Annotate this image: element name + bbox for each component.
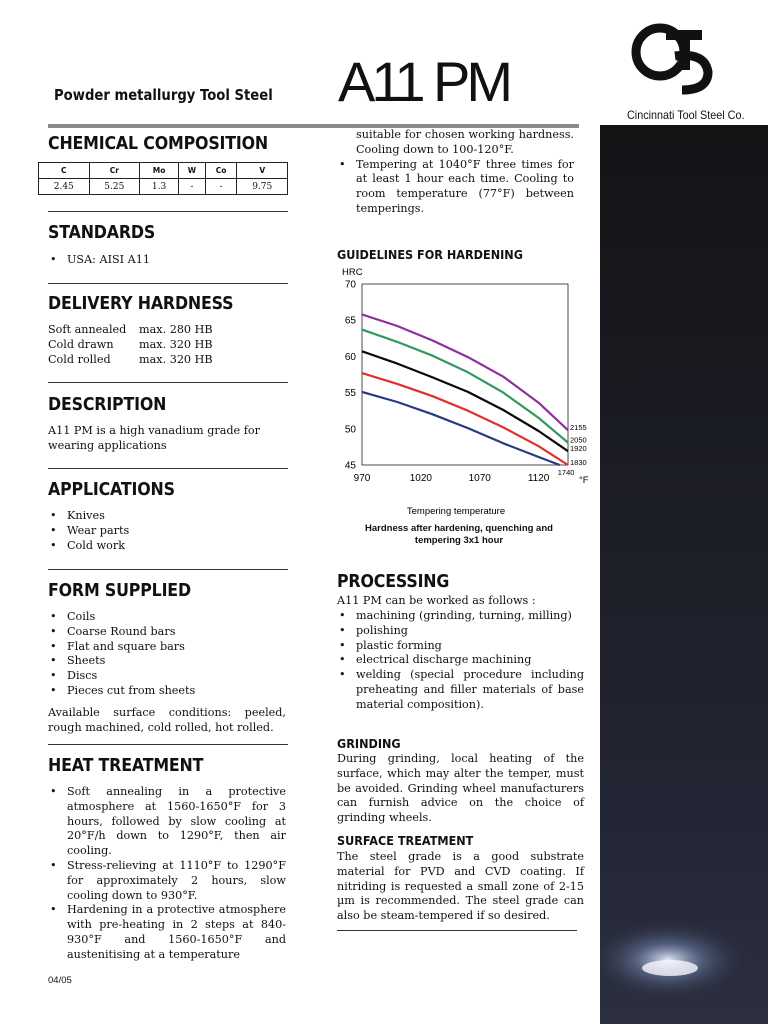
processing-heading: PROCESSING — [337, 571, 450, 592]
form-note: Available surface conditions: peeled, rough machined, cold rolled, hot rolled. — [48, 706, 286, 734]
y-tick-label: 50 — [344, 424, 356, 436]
company-logo-icon — [630, 12, 725, 97]
heat-continued — [337, 128, 574, 217]
list-item: • Coils — [48, 610, 288, 625]
heat-heading: HEAT TREATMENT — [48, 755, 204, 776]
company-name: Cincinnati Tool Steel Co. — [627, 108, 745, 122]
chem-header: Co — [205, 163, 237, 179]
list-item: • Flat and square bars — [48, 640, 288, 655]
x-axis-unit: °F — [579, 475, 589, 486]
logo-area — [600, 0, 768, 125]
series-line-1740 — [362, 392, 560, 465]
divider — [337, 930, 577, 931]
x-tick-label: 1020 — [409, 473, 432, 484]
x-axis-label: Tempering temperature — [406, 506, 506, 517]
list-item: • welding (special procedure including preheating and filler materials of base material composition). — [337, 668, 584, 712]
delivery-row — [48, 353, 288, 368]
chem-value: - — [205, 179, 237, 195]
y-tick-label: 65 — [344, 315, 356, 327]
list-item: • Tempering at 1040°F three times for at least 1 hour each time. Cooling to room temperature (77°F) between temperings. — [337, 158, 574, 217]
delivery-table — [48, 323, 288, 367]
chem-value: 1.3 — [140, 179, 179, 195]
delivery-row — [48, 338, 288, 353]
chem-header: C — [39, 163, 90, 179]
grinding-text: During grinding, local heating of the surface, which may alter the temper, must be avoided. Grinding wheel manufacturers can furnish advice on the choice of grinding wheels. — [337, 752, 584, 825]
list-item: • Coarse Round bars — [48, 625, 288, 640]
processing-list — [337, 609, 584, 713]
hardness-chart — [338, 265, 600, 550]
spark-decoration — [600, 0, 768, 1024]
series-label: 1920 — [570, 444, 587, 454]
standards-heading: STANDARDS — [48, 222, 156, 243]
y-axis-label: HRC — [342, 267, 363, 278]
chem-value: 9.75 — [237, 179, 288, 195]
list-item: • Cold work — [48, 539, 288, 554]
chart-caption: Hardness after hardening, quenching and tempering 3x1 hour — [365, 523, 553, 546]
delivery-value: max. 280 HB — [139, 323, 213, 336]
series-label: 2050 — [570, 435, 587, 445]
description-heading: DESCRIPTION — [48, 394, 167, 415]
chem-header: Cr — [89, 163, 140, 179]
side-band — [600, 0, 768, 1024]
series-line-1830 — [362, 373, 568, 465]
x-tick-label: 1120 — [527, 473, 550, 484]
grinding-heading: GRINDING — [337, 736, 401, 751]
heat-list — [48, 785, 286, 963]
list-item: • Stress-relieving at 1110°F to 1290°F for approximately 2 hours, slow cooling down to 930°F. — [48, 859, 286, 903]
heat-continued-text: suitable for chosen working hardness. Cooling down to 100-120°F. — [356, 128, 574, 156]
y-tick-label: 70 — [344, 279, 356, 291]
guidelines-heading: GUIDELINES FOR HARDENING — [337, 247, 523, 262]
applications-list — [48, 509, 288, 553]
divider — [48, 569, 288, 570]
y-tick-label: 55 — [344, 388, 356, 400]
divider — [48, 382, 288, 383]
chemical-table — [38, 162, 288, 195]
delivery-value: max. 320 HB — [139, 352, 213, 366]
y-tick-label: 60 — [344, 351, 356, 363]
description-text: A11 PM is a high vanadium grade for wearing applications — [48, 424, 260, 452]
list-item: • polishing — [337, 624, 584, 639]
list-item: • Discs — [48, 669, 288, 684]
delivery-heading: DELIVERY HARDNESS — [48, 293, 234, 314]
delivery-value: max. 320 HB — [139, 337, 213, 351]
form-list — [48, 610, 288, 699]
chem-value: 2.45 — [39, 179, 90, 195]
divider — [48, 744, 288, 745]
delivery-label: Cold rolled — [48, 352, 111, 366]
chemical-heading: CHEMICAL COMPOSITION — [48, 133, 268, 154]
series-label: 1830 — [570, 458, 587, 467]
delivery-label: Cold drawn — [48, 337, 114, 351]
surface-heading: SURFACE TREATMENT — [337, 833, 474, 848]
divider — [48, 283, 288, 284]
list-item: • Sheets — [48, 654, 288, 669]
list-item: • electrical discharge machining — [337, 653, 584, 668]
processing-intro: A11 PM can be worked as follows : — [337, 594, 536, 607]
list-item — [337, 128, 574, 158]
surface-text: The steel grade is a good substrate material for PVD and CVD coating. If nitriding is requested a small zone of 2-15 µm is recommended. The steel grade can also be steam-tempered if so desired. — [337, 850, 584, 923]
logo-text: CTS — [677, 62, 680, 63]
x-tick-label: 1070 — [468, 473, 491, 484]
y-tick-label: 45 — [344, 460, 356, 472]
delivery-row — [48, 323, 288, 338]
grade-title: A11 PM — [338, 50, 510, 113]
footer-date: 04/05 — [48, 975, 72, 986]
plot-frame — [362, 284, 568, 465]
list-item: • plastic forming — [337, 639, 584, 654]
list-item: • Pieces cut from sheets — [48, 684, 288, 699]
form-heading: FORM SUPPLIED — [48, 580, 191, 601]
divider — [48, 468, 288, 469]
page-subtitle: Powder metallurgy Tool Steel — [54, 86, 273, 104]
chem-header: Mo — [140, 163, 179, 179]
list-item: • Hardening in a protective atmosphere with pre-heating in 2 steps at 840-930°F and 1560-1650°F and austenitising at a temperature — [48, 903, 286, 962]
series-label: 2155 — [570, 423, 587, 433]
list-item: • machining (grinding, turning, milling) — [337, 609, 584, 624]
chem-value: - — [179, 179, 206, 195]
chem-header: V — [237, 163, 288, 179]
chem-value: 5.25 — [89, 179, 140, 195]
delivery-label: Soft annealed — [48, 323, 127, 336]
series-label: 1740 — [557, 468, 575, 477]
standards-list — [48, 253, 288, 268]
series-line-2050 — [362, 330, 568, 443]
series-line-2155 — [362, 314, 568, 430]
list-item: • USA: AISI A11 — [48, 253, 288, 268]
list-item: • Soft annealing in a protective atmosphere at 1560-1650°F for 3 hours, followed by slow cooling at 20°F/h down to 1290°F, then air cooling. — [48, 785, 286, 859]
divider — [48, 211, 288, 212]
x-tick-label: 970 — [353, 473, 371, 484]
list-item: • Wear parts — [48, 524, 288, 539]
list-item: • Knives — [48, 509, 288, 524]
applications-heading: APPLICATIONS — [48, 479, 175, 500]
chem-header: W — [179, 163, 206, 179]
